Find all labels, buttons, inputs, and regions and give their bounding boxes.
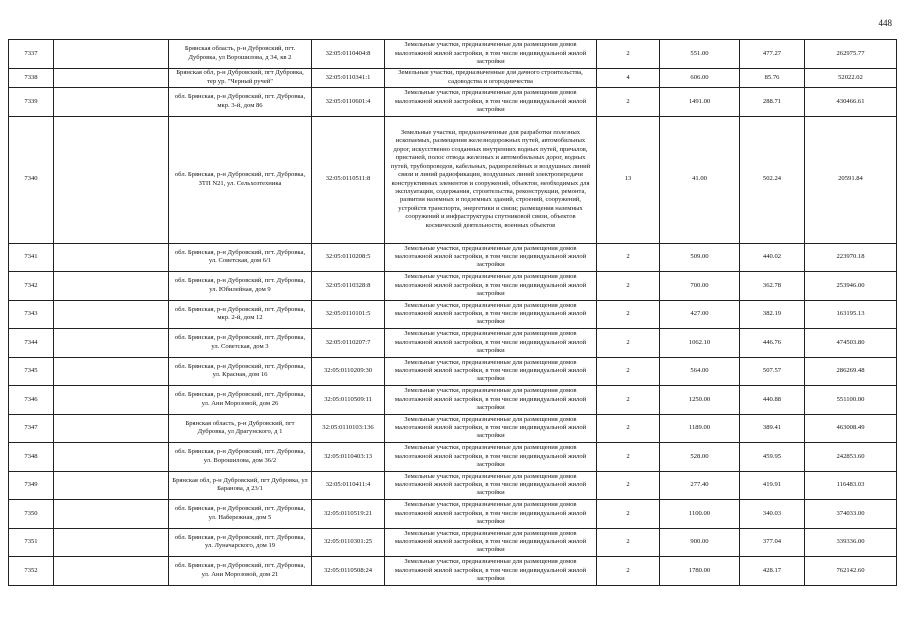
table-row [9, 272, 897, 301]
row-number-cell: 7352 [9, 557, 54, 586]
address-cell: обл. Брянская, р-н Дубровский, пгт. Дубровка, ул. Красная, дом 16 [169, 357, 312, 386]
cadastral-number-cell: 32:05:0110411:4 [312, 471, 385, 500]
row-number-cell: 7341 [9, 243, 54, 272]
use-category-cell: 2 [597, 414, 660, 443]
permitted-use-cell: Земельные участки, предназначенные для размещения домов малоэтажной жилой застройки, в том числе индивидуальной жилой застройки [385, 329, 597, 358]
address-cell: обл. Брянская, р-н Дубровский, пгт. Дубровка, ул. Ани Морозовой, дом 21 [169, 557, 312, 586]
empty-cell [54, 471, 169, 500]
permitted-use-cell: Земельные участки, предназначенные для размещения домов малоэтажной жилой застройки, в том числе индивидуальной жилой застройки [385, 557, 597, 586]
specific-value-cell: 507.57 [740, 357, 805, 386]
specific-value-cell: 340.03 [740, 500, 805, 529]
cadastral-value-cell: 762142.60 [805, 557, 897, 586]
use-category-cell: 2 [597, 443, 660, 472]
use-category-cell: 2 [597, 500, 660, 529]
cadastral-number-cell: 32:05:0110209:30 [312, 357, 385, 386]
row-number-cell: 7350 [9, 500, 54, 529]
table-row [9, 300, 897, 329]
use-category-cell: 2 [597, 272, 660, 301]
area-cell: 551.00 [660, 40, 740, 69]
specific-value-cell: 389.41 [740, 414, 805, 443]
empty-cell [54, 443, 169, 472]
use-category-cell: 13 [597, 116, 660, 243]
cadastral-value-cell: 163195.13 [805, 300, 897, 329]
specific-value-cell: 446.76 [740, 329, 805, 358]
empty-cell [54, 243, 169, 272]
area-cell: 564.00 [660, 357, 740, 386]
specific-value-cell: 288.71 [740, 88, 805, 117]
table-row [9, 414, 897, 443]
area-cell: 277.40 [660, 471, 740, 500]
empty-cell [54, 116, 169, 243]
area-cell: 427.00 [660, 300, 740, 329]
address-cell: обл. Брянская, р-н Дубровский, пгт. Дубровка, мкр. 2-й, дом 12 [169, 300, 312, 329]
specific-value-cell: 428.17 [740, 557, 805, 586]
empty-cell [54, 528, 169, 557]
specific-value-cell: 459.95 [740, 443, 805, 472]
cadastral-number-cell: 32:05:0110509:11 [312, 386, 385, 415]
empty-cell [54, 500, 169, 529]
table-row [9, 329, 897, 358]
address-cell: обл. Брянская, р-н Дубровский, пгт. Дубровка, ул. Набережная, дом 5 [169, 500, 312, 529]
specific-value-cell: 440.88 [740, 386, 805, 415]
cadastral-value-cell: 223970.18 [805, 243, 897, 272]
address-cell: Брянская обл, р-н Дубровский, пгт Дубровка, тер ур. "Черный ручей" [169, 68, 312, 88]
specific-value-cell: 362.78 [740, 272, 805, 301]
address-cell: Брянская область, р-н Дубровский, пгт. Дубровка, ул Ворошилова, д 34, кв 2 [169, 40, 312, 69]
empty-cell [54, 414, 169, 443]
area-cell: 606.00 [660, 68, 740, 88]
address-cell: обл. Брянская, р-н Дубровский, пгт. Дубровка, ул. Ворошилова, дом 36/2 [169, 443, 312, 472]
area-cell: 1062.10 [660, 329, 740, 358]
permitted-use-cell: Земельные участки, предназначенные для размещения домов малоэтажной жилой застройки, в том числе индивидуальной жилой застройки [385, 272, 597, 301]
area-cell: 900.00 [660, 528, 740, 557]
area-cell: 41.00 [660, 116, 740, 243]
area-cell: 528.00 [660, 443, 740, 472]
specific-value-cell: 502.24 [740, 116, 805, 243]
address-cell: обл. Брянская, р-н Дубровский, пгт. Дубровка, ул. Советская, дом 6/1 [169, 243, 312, 272]
use-category-cell: 2 [597, 471, 660, 500]
table-row [9, 357, 897, 386]
land-registry-table [8, 39, 897, 586]
area-cell: 1189.00 [660, 414, 740, 443]
area-cell: 700.00 [660, 272, 740, 301]
permitted-use-cell: Земельные участки, предназначенные для размещения домов малоэтажной жилой застройки, в том числе индивидуальной жилой застройки [385, 414, 597, 443]
cadastral-number-cell: 32:05:0110208:5 [312, 243, 385, 272]
row-number-cell: 7342 [9, 272, 54, 301]
cadastral-value-cell: 374033.00 [805, 500, 897, 529]
row-number-cell: 7338 [9, 68, 54, 88]
use-category-cell: 2 [597, 40, 660, 69]
permitted-use-cell: Земельные участки, предназначенные для размещения домов малоэтажной жилой застройки, в том числе индивидуальной жилой застройки [385, 357, 597, 386]
area-cell: 1780.00 [660, 557, 740, 586]
row-number-cell: 7337 [9, 40, 54, 69]
cadastral-number-cell: 32:05:0110207:7 [312, 329, 385, 358]
permitted-use-cell: Земельные участки, предназначенные для размещения домов малоэтажной жилой застройки, в том числе индивидуальной жилой застройки [385, 443, 597, 472]
address-cell: обл. Брянская, р-н Дубровский, пгт. Дубровка, ул. Юбилейная, дом 9 [169, 272, 312, 301]
permitted-use-cell: Земельные участки, предназначенные для размещения домов малоэтажной жилой застройки, в том числе индивидуальной жилой застройки [385, 243, 597, 272]
table-row [9, 386, 897, 415]
cadastral-number-cell: 32:05:0110403:13 [312, 443, 385, 472]
empty-cell [54, 88, 169, 117]
specific-value-cell: 377.04 [740, 528, 805, 557]
row-number-cell: 7351 [9, 528, 54, 557]
cadastral-number-cell: 32:05:0110404:8 [312, 40, 385, 69]
table-row [9, 40, 897, 69]
cadastral-value-cell: 474503.80 [805, 329, 897, 358]
permitted-use-cell: Земельные участки, предназначенные для размещения домов малоэтажной жилой застройки, в том числе индивидуальной жилой застройки [385, 386, 597, 415]
permitted-use-cell: Земельные участки, предназначенные для размещения домов малоэтажной жилой застройки, в том числе индивидуальной жилой застройки [385, 471, 597, 500]
empty-cell [54, 40, 169, 69]
empty-cell [54, 300, 169, 329]
cadastral-number-cell: 32:05:0110601:4 [312, 88, 385, 117]
empty-cell [54, 357, 169, 386]
row-number-cell: 7343 [9, 300, 54, 329]
address-cell: обл. Брянская, р-н Дубровский, пгт. Дубровка, ЗТП N21, ул. Сельхозтехника [169, 116, 312, 243]
cadastral-value-cell: 20591.84 [805, 116, 897, 243]
use-category-cell: 2 [597, 557, 660, 586]
table-row [9, 443, 897, 472]
use-category-cell: 2 [597, 357, 660, 386]
page-number: 448 [878, 18, 892, 28]
cadastral-number-cell: 32:05:0110328:8 [312, 272, 385, 301]
table-row [9, 68, 897, 88]
specific-value-cell: 419.91 [740, 471, 805, 500]
use-category-cell: 2 [597, 386, 660, 415]
cadastral-value-cell: 262975.77 [805, 40, 897, 69]
row-number-cell: 7339 [9, 88, 54, 117]
permitted-use-cell: Земельные участки, предназначенные для размещения домов малоэтажной жилой застройки, в том числе индивидуальной жилой застройки [385, 528, 597, 557]
table-row [9, 116, 897, 243]
specific-value-cell: 440.02 [740, 243, 805, 272]
use-category-cell: 2 [597, 300, 660, 329]
permitted-use-cell: Земельные участки, предназначенные для размещения домов малоэтажной жилой застройки, в том числе индивидуальной жилой застройки [385, 300, 597, 329]
area-cell: 1491.00 [660, 88, 740, 117]
row-number-cell: 7346 [9, 386, 54, 415]
permitted-use-cell: Земельные участки, предназначенные для размещения домов малоэтажной жилой застройки, в том числе индивидуальной жилой застройки [385, 88, 597, 117]
table-row [9, 88, 897, 117]
address-cell: Брянская область, р-н Дубровский, пгт Дубровка, ул Драгунского, д 1 [169, 414, 312, 443]
table-row [9, 557, 897, 586]
address-cell: Брянская обл, р-н Дубровский, пгт Дубровка, ул Баранова, д 23/1 [169, 471, 312, 500]
permitted-use-cell: Земельные участки, предназначенные для дачного строительства, садоводства и огородничества [385, 68, 597, 88]
cadastral-number-cell: 32:05:0110341:1 [312, 68, 385, 88]
cadastral-value-cell: 52022.02 [805, 68, 897, 88]
cadastral-number-cell: 32:05:0110519:21 [312, 500, 385, 529]
table-row [9, 528, 897, 557]
cadastral-number-cell: 32:05:0110511:8 [312, 116, 385, 243]
row-number-cell: 7347 [9, 414, 54, 443]
cadastral-value-cell: 116483.03 [805, 471, 897, 500]
address-cell: обл. Брянская, р-н Дубровский, пгт. Дубровка, ул. Советская, дом 3 [169, 329, 312, 358]
table-body [9, 40, 897, 586]
cadastral-value-cell: 242853.60 [805, 443, 897, 472]
use-category-cell: 2 [597, 528, 660, 557]
cadastral-value-cell: 463008.49 [805, 414, 897, 443]
table-row [9, 243, 897, 272]
cadastral-number-cell: 32:05:0110101:5 [312, 300, 385, 329]
specific-value-cell: 382.19 [740, 300, 805, 329]
address-cell: обл. Брянская, р-н Дубровский, пгт. Дубровка, ул. Ани Морозовой, дом 26 [169, 386, 312, 415]
specific-value-cell: 477.27 [740, 40, 805, 69]
table-row [9, 500, 897, 529]
empty-cell [54, 272, 169, 301]
cadastral-value-cell: 339336.00 [805, 528, 897, 557]
area-cell: 1250.00 [660, 386, 740, 415]
cadastral-value-cell: 430466.61 [805, 88, 897, 117]
row-number-cell: 7349 [9, 471, 54, 500]
specific-value-cell: 85.76 [740, 68, 805, 88]
row-number-cell: 7344 [9, 329, 54, 358]
cadastral-value-cell: 253946.00 [805, 272, 897, 301]
use-category-cell: 2 [597, 243, 660, 272]
use-category-cell: 2 [597, 88, 660, 117]
row-number-cell: 7340 [9, 116, 54, 243]
permitted-use-cell: Земельные участки, предназначенные для размещения домов малоэтажной жилой застройки, в том числе индивидуальной жилой застройки [385, 40, 597, 69]
cadastral-value-cell: 551100.00 [805, 386, 897, 415]
table-row [9, 471, 897, 500]
permitted-use-cell: Земельные участки, предназначенные для разработки полезных ископаемых, размещения железнодорожных путей, автомобильных дорог, искусственно созданных внутренних водных путей, причалов, пристаней, полос отвода железных и автомобильных дорог, водных путей, трубопроводов, кабельных, радиорелейных и воздушных линий связи и линий радиофикации, воздушных линий электропередачи конструктивных элементов и сооружений, объектов, необходимых для эксплуатации, содержания, строительства, реконструкции, ремонта, развития наземных и подземных зданий, строений, сооружений, устройств транспорта, энергетики и связи; размещения наземных сооружений и инфраструктуры спутниковой связи, объектов космической деятельности, военных объектов [385, 116, 597, 243]
use-category-cell: 2 [597, 329, 660, 358]
address-cell: обл. Брянская, р-н Дубровский, пгт. Дубровка, ул. Луначарского, дом 19 [169, 528, 312, 557]
cadastral-number-cell: 32:05:0110103:136 [312, 414, 385, 443]
empty-cell [54, 386, 169, 415]
use-category-cell: 4 [597, 68, 660, 88]
permitted-use-cell: Земельные участки, предназначенные для размещения домов малоэтажной жилой застройки, в том числе индивидуальной жилой застройки [385, 500, 597, 529]
cadastral-value-cell: 286269.48 [805, 357, 897, 386]
empty-cell [54, 557, 169, 586]
empty-cell [54, 329, 169, 358]
area-cell: 1100.00 [660, 500, 740, 529]
empty-cell [54, 68, 169, 88]
address-cell: обл. Брянская, р-н Дубровский, пгт. Дубровка, мкр. 3-й, дом 86 [169, 88, 312, 117]
cadastral-number-cell: 32:05:0110301:25 [312, 528, 385, 557]
area-cell: 509.00 [660, 243, 740, 272]
cadastral-number-cell: 32:05:0110508:24 [312, 557, 385, 586]
row-number-cell: 7348 [9, 443, 54, 472]
row-number-cell: 7345 [9, 357, 54, 386]
